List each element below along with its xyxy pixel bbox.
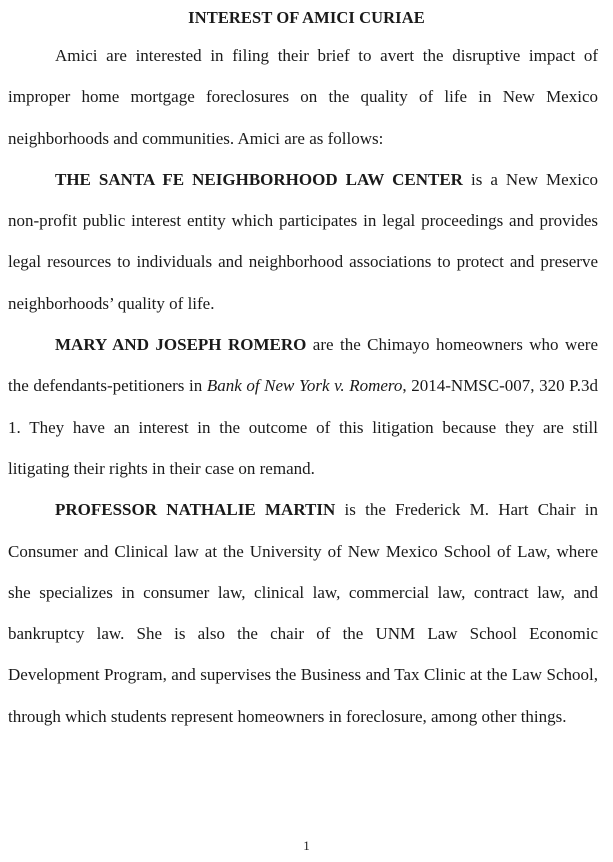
amicus-description-continued: , 2014-NMSC-007, 320 P.3d 1. They have an interest in the outcome of this litigation because they are still litigating their rights in their case on remand. bbox=[8, 376, 599, 478]
amicus-name: THE SANTA FE NEIGHBORHOOD LAW CENTER bbox=[55, 169, 463, 189]
document-body bbox=[8, 35, 598, 737]
page-number: 1 bbox=[303, 838, 310, 853]
amicus-name: PROFESSOR NATHALIE MARTIN bbox=[55, 500, 336, 520]
amicus-paragraph-romero bbox=[8, 324, 598, 489]
case-citation: Bank of New York v. Romero bbox=[206, 376, 403, 396]
amicus-paragraph-santa-fe bbox=[8, 159, 598, 324]
amicus-paragraph-martin bbox=[8, 489, 598, 737]
amicus-description: is the Frederick M. Hart Chair in Consumer and Clinical law at the University of New Mexico School of Law, where she specializes in consumer law, clinical law, commercial law, contract law, and bankruptcy law. She is also the chair of the UNM Law School Economic Development Program, and supervises the Business and Tax Clinic at the Law School, through which students represent homeowners in foreclosure, among other things. bbox=[8, 500, 598, 726]
intro-paragraph: Amici are interested in filing their brief to avert the disruptive impact of improper home mortgage foreclosures on the quality of life in New Mexico neighborhoods and communities. Amici are as follows: bbox=[8, 46, 598, 148]
amicus-description: is a New Mexico non-profit public interest entity which participates in legal proceedings and provides legal resources to individuals and neighborhood associations to protect and preserve neighborhoods’ quality of life. bbox=[8, 169, 598, 313]
amicus-description: are the Chimayo homeowners who were the defendants-petitioners in bbox=[8, 335, 598, 396]
amicus-name: MARY AND JOSEPH ROMERO bbox=[55, 335, 307, 355]
section-heading: INTEREST OF AMICI CURIAE bbox=[188, 8, 425, 27]
